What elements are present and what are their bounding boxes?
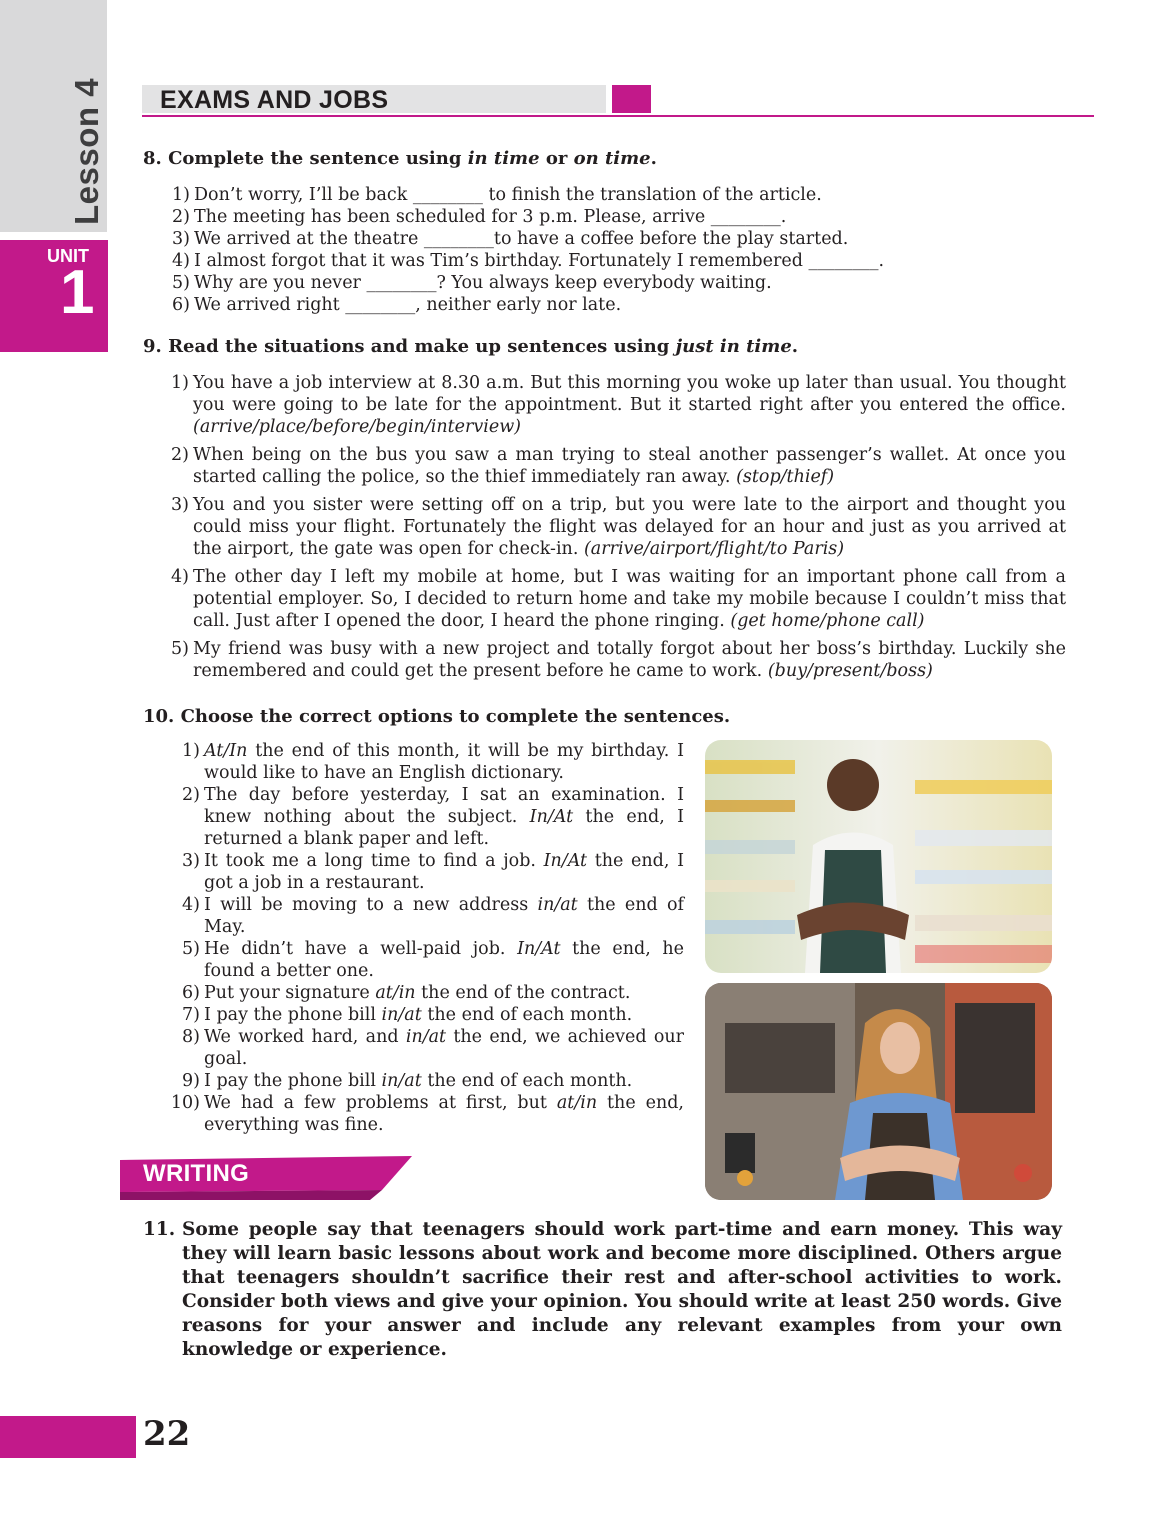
item-text: The other day I left my mobile at home, but I was waiting for an important phone call from a potential employer. So, I decided to return home and take my mobile because I couldn’t miss that call. Just after I opened the door, I heard the phone ringing. — [193, 567, 1066, 631]
item-number: 8) — [182, 1027, 200, 1047]
item-text: Put your signature — [204, 983, 376, 1003]
list-item — [172, 184, 1064, 206]
task-emphasis: on time — [573, 148, 651, 169]
list-item — [182, 982, 684, 1004]
list-item — [182, 938, 684, 982]
item-text: I pay the phone bill — [204, 1071, 382, 1091]
task8-title — [143, 148, 657, 169]
option-choice: at/in — [556, 1093, 598, 1113]
page-title: EXAMS AND JOBS — [160, 86, 389, 114]
header-accent — [612, 85, 651, 113]
item-text: We worked hard, and — [204, 1027, 406, 1047]
item-text: the end of each month. — [421, 1071, 633, 1091]
list-item — [182, 740, 684, 784]
page-number-bar — [0, 1416, 136, 1458]
list-item — [172, 250, 1064, 272]
list-item — [171, 494, 1066, 560]
item-text: When being on the bus you saw a man trying to steal another passenger’s wallet. At once you started calling the police, so the thief immediately ran away. — [193, 445, 1066, 487]
list-item — [171, 372, 1066, 438]
unit-badge — [0, 240, 108, 352]
list-item — [170, 1092, 684, 1136]
option-choice: In/At — [543, 851, 588, 871]
lesson-label: Lesson 4 — [68, 77, 105, 225]
shop-assistant-photo — [705, 740, 1052, 973]
item-text: the end, I got a job in a restaurant. — [204, 851, 684, 893]
item-text: the end of the contract. — [415, 983, 631, 1003]
item-number: 5) — [172, 273, 190, 293]
item-text: Why are you never ________? You always keep everybody waiting. — [194, 273, 772, 293]
item-number: 3) — [172, 229, 190, 249]
option-choice: in/at — [381, 1005, 422, 1025]
item-text: He didn’t have a well-paid job. — [204, 939, 518, 959]
item-text: I pay the phone bill — [204, 1005, 382, 1025]
item-number: 4) — [171, 567, 189, 587]
item-text: We had a few problems at first, but — [204, 1093, 557, 1113]
item-number: 4) — [172, 251, 190, 271]
writing-heading: WRITING — [143, 1160, 250, 1187]
task-instruction: or — [545, 148, 568, 169]
task11-text: Some people say that teenagers should work part-time and earn money. This way they will learn basic lessons about work and become more disciplined. Others argue that teenagers shouldn’t sacrifice their rest and after-school activities to work. Consider both views and give your opinion. You should write at least 250 words. Give reasons for your answer and include any relevant examples from your own knowledge or experience. — [182, 1219, 1062, 1360]
item-text: the end of May. — [204, 895, 684, 937]
unit-number: 1 — [60, 258, 95, 327]
task-number: 10. — [143, 706, 175, 727]
item-hint: (arrive/place/before/begin/interview) — [193, 417, 521, 437]
option-choice: at/in — [375, 983, 416, 1003]
cafe-waitress-photo — [705, 983, 1052, 1200]
item-number: 9) — [182, 1071, 200, 1091]
unit-label: UNIT — [47, 246, 89, 266]
task-instruction: Read the situations and make up sentences using — [168, 336, 670, 357]
item-text: the end, I returned a blank paper and left. — [204, 807, 684, 849]
list-item — [171, 638, 1066, 682]
list-item — [182, 850, 684, 894]
item-text: the end, he found a better one. — [204, 939, 684, 981]
list-item — [172, 228, 1064, 250]
item-number: 10) — [170, 1093, 200, 1113]
list-item — [182, 1004, 684, 1026]
task-punct: . — [791, 336, 799, 357]
list-item — [182, 894, 684, 938]
task-number: 9. — [143, 336, 162, 357]
option-choice: At/In — [204, 741, 248, 761]
item-number: 1) — [171, 373, 189, 393]
item-text: I almost forgot that it was Tim’s birthday. Fortunately I remembered ________. — [194, 251, 885, 271]
list-item — [182, 1026, 684, 1070]
item-number: 5) — [182, 939, 200, 959]
item-text: It took me a long time to find a job. — [204, 851, 544, 871]
item-text: We arrived at the theatre ________to have a coffee before the play started. — [194, 229, 849, 249]
item-text: the end of this month, it will be my birthday. I would like to have an English dictionary. — [204, 741, 684, 783]
item-number: 1) — [172, 185, 190, 205]
task10-title — [143, 706, 730, 727]
item-text: The meeting has been scheduled for 3 p.m. Please, arrive ________. — [194, 207, 787, 227]
item-text: Don’t worry, I’ll be back ________ to finish the translation of the article. — [194, 185, 822, 205]
option-choice: In/At — [517, 939, 561, 959]
list-item — [172, 294, 1064, 316]
item-number: 2) — [182, 785, 200, 805]
item-hint: (get home/phone call) — [730, 611, 925, 631]
item-text: We arrived right ________, neither early nor late. — [194, 295, 622, 315]
item-number: 2) — [172, 207, 190, 227]
item-text: You and you sister were setting off on a trip, but you were late to the airport and thought you could miss your flight. Fortunately the flight was delayed for an hour and just as you arrived at the airport, the gate was open for check-in. — [193, 495, 1066, 559]
option-choice: in/at — [405, 1027, 447, 1047]
item-text: I will be moving to a new address — [204, 895, 538, 915]
item-text: the end, everything was fine. — [204, 1093, 684, 1135]
item-hint: (arrive/airport/flight/to Paris) — [583, 539, 845, 559]
item-number: 6) — [182, 983, 200, 1003]
item-number: 2) — [171, 445, 189, 465]
item-text: the end, we achieved our goal. — [204, 1027, 684, 1069]
option-choice: in/at — [381, 1071, 422, 1091]
list-item — [171, 566, 1066, 632]
header-divider — [142, 115, 1094, 117]
item-number: 1) — [182, 741, 200, 761]
item-hint: (buy/present/boss) — [767, 661, 933, 681]
item-number: 3) — [171, 495, 189, 515]
task-emphasis: just in time — [675, 336, 792, 357]
task11-number: 11. — [143, 1219, 176, 1240]
task-number: 8. — [143, 148, 162, 169]
item-text: The day before yesterday, I sat an examination. I knew nothing about the subject. — [204, 785, 684, 827]
item-number: 5) — [171, 639, 189, 659]
task-emphasis: in time — [467, 148, 540, 169]
item-hint: (stop/thief) — [736, 467, 835, 487]
task-punct: . — [650, 148, 657, 169]
task-instruction: Complete the sentence using — [168, 148, 462, 169]
task9-title — [143, 336, 798, 357]
list-item — [172, 206, 1064, 228]
option-choice: In/At — [529, 807, 574, 827]
item-number: 6) — [172, 295, 190, 315]
item-number: 7) — [182, 1005, 200, 1025]
task-instruction: Choose the correct options to complete the sentences. — [180, 706, 731, 727]
list-item — [172, 272, 1064, 294]
item-number: 4) — [182, 895, 200, 915]
list-item — [182, 784, 684, 850]
item-text: My friend was busy with a new project and totally forgot about her boss’s birthday. Luckily she remembered and could get the present before he came to work. — [193, 639, 1066, 681]
item-number: 3) — [182, 851, 200, 871]
list-item — [171, 444, 1066, 488]
page-number: 22 — [143, 1414, 191, 1454]
option-choice: in/at — [537, 895, 578, 915]
list-item — [182, 1070, 684, 1092]
item-text: the end of each month. — [421, 1005, 633, 1025]
item-text: You have a job interview at 8.30 a.m. But this morning you woke up later than usual. You thought you were going to be late for the appointment. But it started right after you entered the office. — [193, 373, 1066, 415]
